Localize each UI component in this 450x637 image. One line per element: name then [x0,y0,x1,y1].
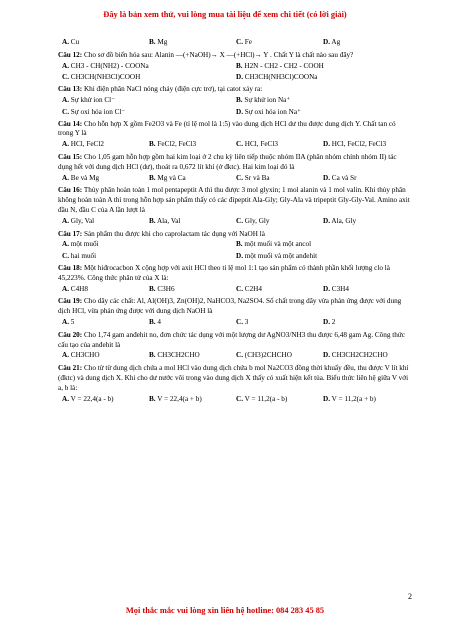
page-number: 2 [408,592,412,601]
option-b: B. C3H6 [149,284,175,293]
question-19 [58,297,410,327]
option-c: C. V = 11,2(a - b) [236,394,288,403]
option-b: B. FeCl2, FeCl3 [149,140,197,149]
footer-banner: Mọi thắc mắc vui lòng xin liên hệ hotline: 084 283 45 85 [125,606,325,615]
option-d: D. V = 11,2(a + b) [323,394,376,403]
option-a: A. Gly, Val [62,216,95,225]
option-c: C. Sr và Ba [236,173,270,182]
option-d: D. CH3CH2CH2CHO [323,351,388,360]
question-label: Câu 18: [58,263,83,272]
option-c: C. Sự oxi hóa ion Cl⁻ [62,107,126,116]
question-text: Cho dãy các chất: Al, Al(OH)3, Zn(OH)2, NaHCO3, Na2SO4. Số chất trong dãy vừa phản ứng được với dung dịch HCl, vừa phản ứng được với dung dịch NaOH là [58,297,402,316]
question-label: Câu 16: [58,186,83,195]
option-b: B. Mg [149,38,168,46]
question-text: Sản phẩm thu được khi cho caprolactam tác dụng với NaOH là [83,229,265,238]
question-text: Cho 1,74 gam anđehit no, đơn chức tác dụng với một lượng dư AgNO3/NH3 thu được 6,48 gam Ag. Công thức cấu tạo của anđehit là [58,330,405,349]
question-text: Cho từ từ dung dịch chứa a mol HCl vào dung dịch chứa b mol Na2CO3 đồng thời khuấy đều, thu được V lít khí (đktc) và dung dịch X. Khi cho dư nước vôi trong vào dung dịch X thấy có xuất hiện kết tủa. Biểu thức liên hệ giữa V với a, b là: [58,364,409,392]
question-text: Cho sơ đồ biến hóa sau: Alanin —(+NaOH)→ X —(+HCl)→ Y . Chất Y là chất nào sau đây? [83,50,354,59]
option-d: D. Ag [323,38,341,46]
option-c: C. 3 [236,317,249,326]
option-c: C. CH3CH(NH3Cl)COOH [62,73,141,82]
q11-options [62,38,410,48]
question-label: Câu 13: [58,85,83,94]
option-b: B. V = 22,4(a + b) [149,394,202,403]
question-label: Câu 12: [58,50,83,59]
document-body [58,38,410,407]
question-13 [58,85,410,117]
header-banner: Đây là bản xem thử, vui lòng mua tài liệu để xem chi tiết (có lời giải) [103,10,347,19]
option-c: C. (CH3)2CHCHO [236,351,292,360]
question-21 [58,364,410,404]
option-a: A. CH3 - CH(NH2) - COONa [62,61,149,70]
option-b: B. CH3CH2CHO [149,351,200,360]
question-text: Cho hỗn hợp X gồm Fe2O3 và Fe (tỉ lệ mol là 1:5) vào dung dịch HCl dư thu được dung dịch Y. Chất tan có trong Y là [58,119,396,138]
question-text: Thủy phân hoàn toàn 1 mol pentapeptit A thì thu được 3 mol glyxin; 1 mol alanin và 1 mol valin. Khi thủy phân không hoàn toàn A thì trong hỗn hợp sản phẩm thấy có các đipeptit Ala-Gly; Gly-Ala và tripeptit Gly-Gly-Val. Amino axit đầu N, đầu C của A lần lượt là [58,186,410,214]
question-20 [58,331,410,361]
question-label: Câu 20: [58,330,83,339]
question-text: Cho 1,05 gam hỗn hợp gồm hai kim loại ở 2 chu kỳ liên tiếp thuộc nhóm IIA (phân nhóm chính nhóm II) tác dụng hết với dung dịch HCl (dư), thoát ra 0,672 lít khí (ở đktc). Hai kim loại đó là [58,152,397,171]
option-d: D. C3H4 [323,284,349,293]
question-label: Câu 17: [58,229,83,238]
question-18 [58,264,410,294]
option-d: D. một muối và một anđehit [236,252,318,261]
option-a: A. 5 [62,317,75,326]
question-label: Câu 19: [58,297,83,306]
option-b: B. 4 [149,317,161,326]
question-text: Khi điện phân NaCl nóng chảy (điện cực trơ), tại catot xảy ra: [83,85,263,94]
option-d: D. Ca và Sr [323,173,357,182]
option-c: C. HCl, FeCl3 [236,140,278,149]
option-d: D. 2 [323,317,336,326]
option-b: B. Mg và Ca [149,173,186,182]
option-d: D. Sự oxi hóa ion Na⁺ [236,107,301,116]
question-14 [58,120,410,150]
question-text: Một hiđrocacbon X cộng hợp với axit HCl theo tỉ lệ mol 1:1 tạo sản phẩm có thành phần khối lượng clo là 45,223%. Công thức phân tử của X là: [58,263,390,282]
option-a: A. V = 22,4(a - b) [62,394,114,403]
option-b: B. Ala, Val [149,216,181,225]
option-a: A. Sự khử ion Cl⁻ [62,95,115,104]
option-a: A. Be và Mg [62,173,100,182]
question-label: Câu 15: [58,152,83,161]
question-12 [58,51,410,83]
option-c: C. hai muối [62,252,97,261]
question-label: Câu 21: [58,364,83,373]
option-a: A. C4H8 [62,284,88,293]
question-17 [58,230,410,262]
option-a: A. CH3CHO [62,351,100,360]
option-a: A. một muối [62,240,99,249]
option-d: D. HCl, FeCl2, FeCl3 [323,140,387,149]
option-b: B. H2N - CH2 - CH2 - COOH [236,61,324,70]
option-c: C. Gly, Gly [236,216,270,225]
option-c: C. Fe [236,38,252,46]
option-b: B. một muối và một ancol [236,240,312,249]
option-c: C. C2H4 [236,284,262,293]
option-d: D. Ala, Gly [323,216,357,225]
option-d: D. CH3CH(NH3Cl)COONa [236,73,318,82]
question-label: Câu 14: [58,119,83,128]
question-15 [58,153,410,183]
option-a: A. HCl, FeCl2 [62,140,104,149]
option-b: B. Sự khử ion Na⁺ [236,95,291,104]
option-a: A. Cu [62,38,80,46]
question-16 [58,186,410,226]
